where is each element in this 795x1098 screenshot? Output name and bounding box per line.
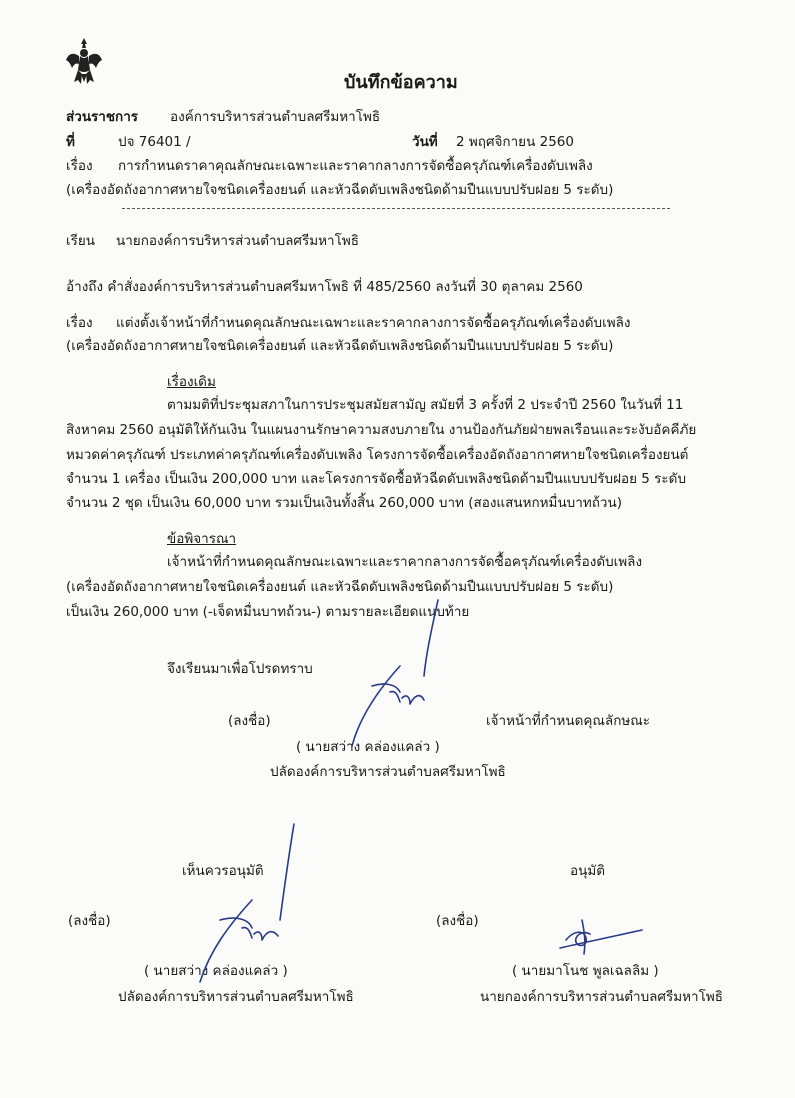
right-sign-label: (ลงชื่อ) [436,913,479,929]
background-line: สิงหาคม 2560 อนุมัติให้กันเงิน ในแผนงานรักษาความสงบภายใน งานป้องกันภัยฝ่ายพลเรือนและระงับอัคคีภัย [66,422,697,438]
subject2-label: เรื่อง [66,315,93,331]
consider-line: เป็นเงิน 260,000 บาท (-เจ็ดหมื่นบาทถ้วน-) ตามรายละเอียดแนบท้าย [66,604,470,620]
subject-line-1: การกำหนดราคาคุณลักษณะเฉพาะและราคากลางการจัดซื้อครุภัณฑ์เครื่องดับเพลิง [118,158,593,174]
header-divider [122,208,670,209]
ref-label: ที่ [66,134,75,150]
approve-heading: อนุมัติ [570,863,606,879]
left-signer-name: ( นายสว่าง คล่องแคล่ว ) [144,963,288,979]
date-label: วันที่ [412,134,438,150]
consider-line: (เครื่องอัดถังอากาศหายใจชนิดเครื่องยนต์ และหัวฉีดดับเพลิงชนิดด้ามปืนแบบปรับฝอย 5 ระดับ) [66,579,614,595]
consider-heading: ข้อพิจารณา [167,531,237,547]
recommend-heading: เห็นควรอนุมัติ [182,863,264,879]
agency-value: องค์การบริหารส่วนตำบลศรีมหาโพธิ [170,109,381,125]
subject2-line-2: (เครื่องอัดถังอากาศหายใจชนิดเครื่องยนต์ และหัวฉีดดับเพลิงชนิดด้ามปืนแบบปรับฝอย 5 ระดับ) [66,338,614,354]
background-line: หมวดค่าครุภัณฑ์ ประเภทค่าครุภัณฑ์เครื่องดับเพลิง โครงการจัดซื้อเครื่องอัดถังอากาศหายใจชนิดเครื่องยนต์ [66,447,689,463]
reference-order: อ้างถึง คำสั่งองค์การบริหารส่วนตำบลศรีมหาโพธิ ที่ 485/2560 ลงวันที่ 30 ตุลาคม 2560 [66,279,583,295]
main-signature-mark [340,596,450,756]
background-line: จำนวน 2 ชุด เป็นเงิน 60,000 บาท รวมเป็นเงินทั้งสิ้น 260,000 บาท (สองแสนหกหมื่นบาทถ้วน) [66,495,622,511]
garuda-emblem-icon [64,36,104,86]
left-signature-mark [190,820,310,990]
to-value: นายกองค์การบริหารส่วนตำบลศรีมหาโพธิ [116,233,360,249]
main-role: เจ้าหน้าที่กำหนดคุณลักษณะ [486,713,651,729]
ref-value: ปจ 76401 / [118,134,191,150]
right-signature-mark [556,900,646,960]
subject-label: เรื่อง [66,158,93,174]
background-line: จำนวน 1 เครื่อง เป็นเงิน 200,000 บาท และโครงการจัดซื้อหัวฉีดดับเพลิงชนิดด้ามปืนแบบปรับฝอย 5 ระดับ [66,471,687,487]
date-value: 2 พฤศจิกายน 2560 [456,134,574,150]
subject-line-2: (เครื่องอัดถังอากาศหายใจชนิดเครื่องยนต์ และหัวฉีดดับเพลิงชนิดด้ามปืนแบบปรับฝอย 5 ระดับ) [66,182,614,198]
main-signer-name: ( นายสว่าง คล่องแคล่ว ) [296,739,440,755]
subject2-line-1: แต่งตั้งเจ้าหน้าที่กำหนดคุณลักษณะเฉพาะและราคากลางการจัดซื้อครุภัณฑ์เครื่องดับเพลิง [116,315,631,331]
background-line: ตามมติที่ประชุมสภาในการประชุมสมัยสามัญ สมัยที่ 3 ครั้งที่ 2 ประจำปี 2560 ในวันที่ 11 [167,397,684,413]
closing-line: จึงเรียนมาเพื่อโปรดทราบ [167,661,313,677]
right-signer-position: นายกองค์การบริหารส่วนตำบลศรีมหาโพธิ [480,989,724,1005]
memo-title: บันทึกข้อความ [344,72,458,93]
consider-line: เจ้าหน้าที่กำหนดคุณลักษณะเฉพาะและราคากลางการจัดซื้อครุภัณฑ์เครื่องดับเพลิง [167,554,643,570]
left-sign-label: (ลงชื่อ) [68,913,111,929]
to-label: เรียน [66,233,96,249]
right-signer-name: ( นายมาโนช พูลเฉลลิม ) [512,963,659,979]
main-signer-position: ปลัดองค์การบริหารส่วนตำบลศรีมหาโพธิ [270,764,506,780]
agency-label: ส่วนราชการ [66,109,139,125]
main-sign-label: (ลงชื่อ) [228,713,271,729]
background-heading: เรื่องเดิม [167,374,216,390]
left-signer-position: ปลัดองค์การบริหารส่วนตำบลศรีมหาโพธิ [118,989,354,1005]
